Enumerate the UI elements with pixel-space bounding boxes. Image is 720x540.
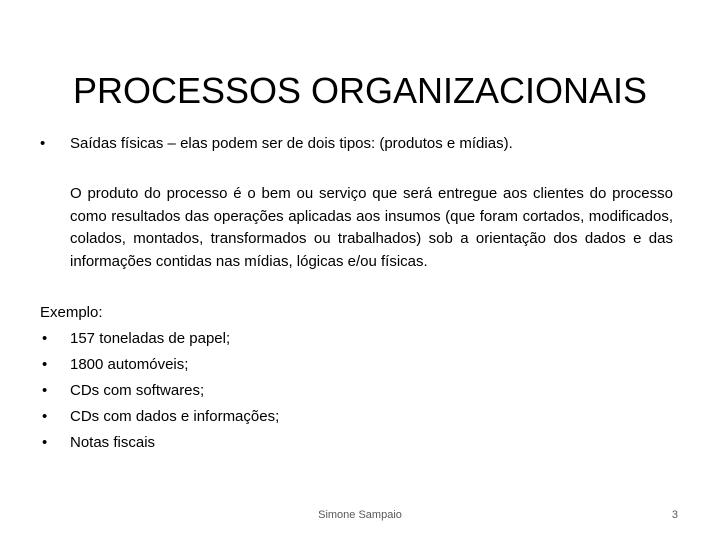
bullet-icon: •	[42, 382, 48, 399]
slide-title: PROCESSOS ORGANIZACIONAIS	[72, 70, 648, 112]
example-heading: Exemplo:	[40, 304, 103, 321]
intro-bullet-text	[70, 135, 513, 152]
page-number: 3	[671, 509, 678, 521]
example-section	[40, 300, 279, 456]
example-list	[40, 326, 279, 456]
bullet-icon: •	[42, 408, 48, 425]
footer-author: Simone Sampaio	[318, 509, 402, 521]
bullet-icon: •	[42, 356, 48, 373]
product-paragraph: O produto do processo é o bem ou serviço que será entregue aos clientes do processo como resultados das operações aplicadas aos insumos (que foram cortados, modificados, colados, montados, transformados ou trabalhados) sob a orientação dos dados e das informações contidas nas mídias, lógicas e/ou físicas.	[70, 185, 673, 270]
example-item: • 1800 automóveis;	[40, 352, 279, 378]
intro-bullet-lead: Saídas físicas	[70, 135, 164, 152]
bullet-icon: •	[40, 135, 46, 152]
example-item: • Notas fiscais	[40, 430, 279, 456]
bullet-icon: •	[42, 434, 48, 451]
example-item: • CDs com softwares;	[40, 378, 279, 404]
example-item: • CDs com dados e informações;	[40, 404, 279, 430]
intro-bullet-rest: – elas podem ser de dois tipos: (produtos e mídias).	[163, 135, 513, 152]
bullet-icon: •	[42, 330, 48, 347]
example-item: • 157 toneladas de papel;	[40, 326, 279, 352]
